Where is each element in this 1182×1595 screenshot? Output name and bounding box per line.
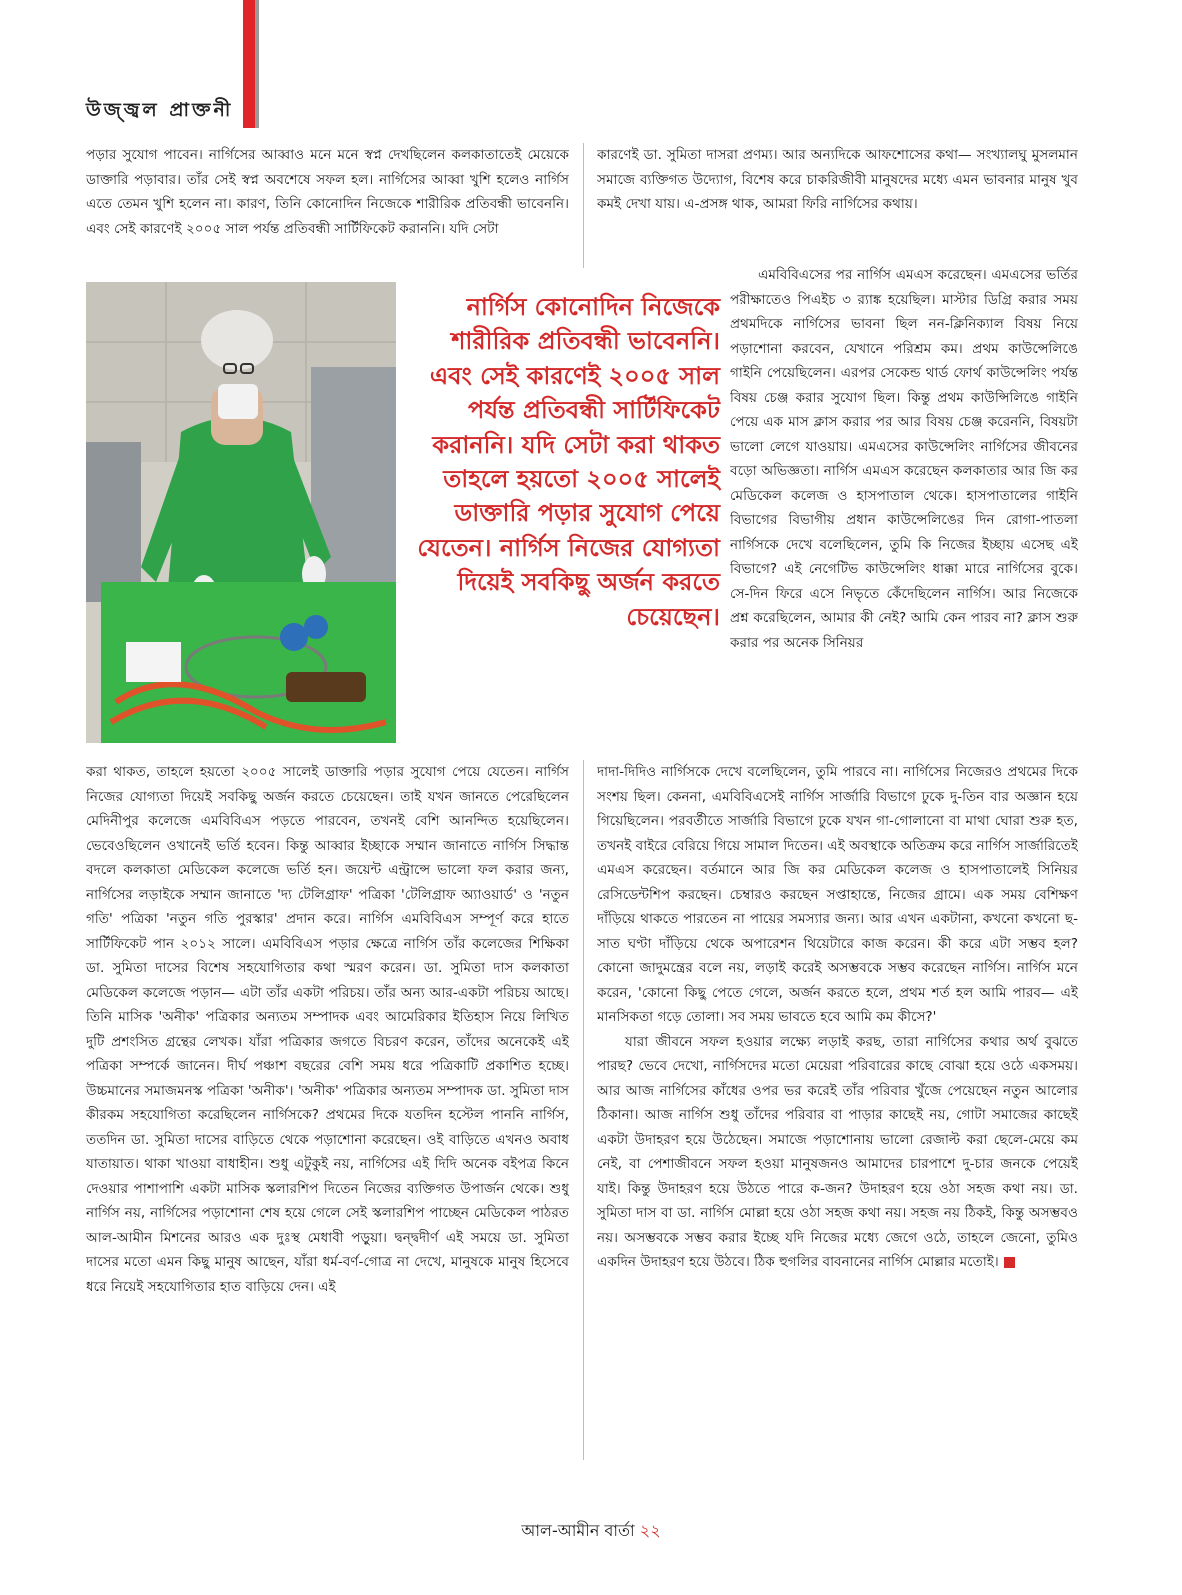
paragraph: করা থাকত, তাহলে হয়তো ২০০৫ সালেই ডাক্তারি পড়ার সুযোগ পেয়ে যেতেন। নার্গিস নিজের যোগ্যতা দিয়েই সবকিছু অর্জন করতে চেয়েছেন। তাই যখন জানতে পেরেছিলেন মেদিনীপুর কলেজে এমবিবিএস পড়তে পারবেন, তখনই বেশি আনন্দিত হয়েছিলেন। ভেবেওছিলেন ওখানেই ভর্তি হবেন। কিন্তু আব্বার ইচ্ছাকে সম্মান জানাতে নার্গিস সিদ্ধান্ত বদলে কলকাতা মেডিকেল কলেজে ভর্তি হন। জয়েন্ট এন্ট্রান্সে ভালো ফল করার জন্য, নার্গিসের লড়াইকে সম্মান জানাতে 'দ্য টেলিগ্রাফ' পত্রিকা 'টেলিগ্রাফ অ্যাওয়ার্ড' ও 'নতুন গতি' পত্রিকা 'নতুন গতি পুরস্কার' প্রদান করে। নার্গিস এমবিবিএস সম্পূর্ণ করে হাতে সার্টিফিকেট পান ২০১২ সালে। এমবিবিএস পড়ার ক্ষেত্রে নার্গিস তাঁর কলেজের শিক্ষিকা ডা. সুমিতা দাসের বিশেষ সহযোগিতার কথা স্মরণ করেন। ডা. সুমিতা দাস কলকাতা মেডিকেল কলেজে পড়ান— এটা তাঁর একটা পরিচয়। তাঁর অন্য আর-একটা পরিচয় আছে। তিনি মাসিক 'অনীক' পত্রিকার অন্যতম সম্পাদক এবং আমেরিকার ইতিহাস নিয়ে লিখিত দুটি প্রশংসিত গ্রন্থের লেখক। যাঁরা পত্রিকার জগতে বিচরণ করেন, তাঁদের অনেকেই এই পত্রিকা সম্পর্কে জানেন। দীর্ঘ পঞ্চাশ বছরের বেশি সময় ধরে পত্রিকাটি প্রকাশিত হচ্ছে। উচ্চমানের সমাজমনস্ক পত্রিকা 'অনীক'। 'অনীক' পত্রিকার অন্যতম সম্পাদক ডা. সুমিতা দাস কীরকম সহযোগিতা করেছিলেন নার্গিসকে? প্রথমের দিকে যতদিন হস্টেল পাননি নার্গিস, ততদিন ডা. সুমিতা দাসের বাড়িতে থেকে পড়াশোনা করেছেন। ওই বাড়িতে এখনও অবাধ যাতায়াত। থাকা খাওয়া বাধাহীন। শুধু এটুকুই নয়, নার্গিসের এই দিদি অনেক বইপত্র কিনে দেওয়ার পাশাপাশি একটা মাসিক স্কলারশিপ দিতেন নিজের ব্যক্তিগত উপার্জন থেকে। শুধু নার্গিস নয়, নার্গিসের পড়াশোনা শেষ হয়ে গেলে সেই স্কলারশিপ পাচ্ছেন মেডিকেল পাঠরত আল-আমীন মিশনের আরও এক দুঃস্থ মেধাবী পড়ুয়া। দ্বন্দ্বদীর্ণ এই সময়ে ডা. সুমিতা দাসের মতো এমন কিছু মানুষ আছেন, যাঁরা ধর্ম-বর্ণ-গোত্র না দেখে, মানুষকে মানুষ হিসেবে ধরে নিয়েই সহযোগিতার হাত বাড়িয়ে দেন। এই	[86, 764, 569, 1295]
column-4-bottom-left-text	[86, 760, 569, 1461]
column-5-bottom-right-text	[597, 760, 1078, 1461]
photo-illustration	[86, 282, 396, 743]
column-divider	[583, 143, 584, 268]
page-footer	[0, 1518, 1182, 1545]
column-3-right-text	[730, 263, 1078, 763]
column-2-top-text	[597, 143, 1078, 265]
header-grey-bar	[255, 0, 259, 128]
paragraph-text: যারা জীবনে সফল হওয়ার লক্ষ্যে লড়াই করছ, তারা নার্গিসের কথার অর্থ বুঝতে পারছ? ভেবে দেখো, নার্গিসদের মতো মেয়েরা পরিবারের কাছে বোঝা হয়ে ওঠে একসময়। আর আজ নার্গিসের কাঁধের ওপর ভর করেই তাঁর পরিবার খুঁজে পেয়েছেন নতুন আলোর ঠিকানা। আজ নার্গিস শুধু তাঁদের পরিবার বা পাড়ার কাছেই নয়, গোটা সমাজের কাছেই একটা উদাহরণ হয়ে উঠেছেন। সমাজে পড়াশোনায় ভালো রেজাল্ট করা ছেলে-মেয়ে কম নেই, বা পেশাজীবনে সফল হওয়া মানুষজনও আমাদের চারপাশে দু-চার জনকে পেয়েই যাই। কিন্তু উদাহরণ হয়ে উঠতে পারে ক-জন? উদাহরণ হয়ে ওঠা সহজ কথা নয়। ডা. সুমিতা দাস বা ডা. নার্গিস মোল্লা হয়ে ওঠা সহজ কথা নয়। সহজ নয় ঠিকই, কিন্তু অসম্ভবও নয়। অসম্ভবকে সম্ভব করার ইচ্ছে যদি নিজের মধ্যে জেগে ওঠে, তাহলে জেনো, তুমিও একদিন উদাহরণ হয়ে উঠবে। ঠিক হুগলির বাবনানের নার্গিস মোল্লার মতোই।	[597, 1033, 1078, 1270]
section-title: উজ্জ্বল প্রাক্তনী	[86, 99, 234, 121]
end-mark-icon	[1004, 1257, 1015, 1268]
paragraph: কারণেই ডা. সুমিতা দাসরা প্রণম্য। আর অন্যদিকে আফশোসের কথা— সংখ্যালঘু মুসলমান সমাজে ব্যক্তিগত উদ্যোগ, বিশেষ করে চাকরিজীবী মানুষদের মধ্যে এমন ভাবনার মানুষ খুব কমই দেখা যায়। এ-প্রসঙ্গ থাক, আমরা ফিরি নার্গিসের কথায়।	[597, 147, 1078, 212]
paragraph: এমবিবিএসের পর নার্গিস এমএস করেছেন। এমএসের ভর্তির পরীক্ষাতেও পিএইচ ৩ র‍্যাঙ্ক হয়েছিল। মাস্টার ডিগ্রি করার সময় প্রথমদিকে নার্গিসের ভাবনা ছিল নন-ক্লিনিক্যাল বিষয় নিয়ে পড়াশোনা করবেন, যেখানে পরিশ্রম কম। প্রথম কাউন্সেলিঙে গাইনি পেয়েছিলেন। এরপর সেকেন্ড থার্ড ফোর্থ কাউন্সেলিং পর্যন্ত বিষয় চেঞ্জ করার সুযোগ ছিল। কিন্তু প্রথম কাউন্সিলিঙে গাইনি পেয়ে এক মাস ক্লাস করার পর আর বিষয় চেঞ্জ করেননি, বিষয়টা ভালো লেগে যাওয়ায়। এমএসের কাউন্সেলিং নার্গিসের জীবনের বড়ো অভিজ্ঞতা। নার্গিস এমএস করেছেন কলকাতার আর জি কর মেডিকেল কলেজ ও হাসপাতাল থেকে। হাসপাতালের গাইনি বিভাগের বিভাগীয় প্রধান কাউন্সেলিঙের দিন রোগা-পাতলা নার্গিসকে দেখে বলেছিলেন, তুমি কি নিজের ইচ্ছায় এসেছ এই বিভাগে? এই নেগেটিভ কাউন্সেলিং ধাক্কা মারে নার্গিসের বুকে। সে-দিন ফিরে এসে নিভৃতে কেঁদেছিলেন নার্গিস। আর নিজেকে প্রশ্ন করেছিলেন, আমার কী নেই? আমি কেন পারব না? ক্লাস শুরু করার পর অনেক সিনিয়র	[730, 267, 1078, 651]
column-divider	[583, 760, 584, 1460]
paragraph	[597, 1030, 1078, 1275]
publication-name: আল-আমীন বার্তা	[521, 1521, 635, 1540]
header-red-bar	[243, 0, 255, 128]
page-number: ২২	[639, 1521, 661, 1540]
column-1-top-text	[86, 143, 569, 265]
doctor-photo	[86, 282, 396, 743]
pull-quote: নার্গিস কোনোদিন নিজেকে শারীরিক প্রতিবন্ধী ভাবেননি। এবং সেই কারণেই ২০০৫ সাল পর্যন্ত প্রতিবন্ধী সার্টিফিকেট করাননি। যদি সেটা করা থাকত তাহলে হয়তো ২০০৫ সালেই ডাক্তারি পড়ার সুযোগ পেয়ে যেতেন। নার্গিস নিজের যোগ্যতা দিয়েই সবকিছু অর্জন করতে চেয়েছেন।	[417, 293, 720, 631]
paragraph: দাদা-দিদিও নার্গিসকে দেখে বলেছিলেন, তুমি পারবে না। নার্গিসের নিজেরও প্রথমের দিকে সংশয় ছিল। কেননা, এমবিবিএসেই নার্গিস সার্জারি বিভাগে ঢুকে দু-তিন বার অজ্ঞান হয়ে গিয়েছিলেন। পরবর্তীতে সার্জারি বিভাগে ঢুকে যখন গা-গোলানো বা মাথা ঘোরা শুরু হত, তখনই বাইরে বেরিয়ে গিয়ে সামাল দিতেন। এই অবস্থাকে অতিক্রম করে নার্গিস সার্জারিতেই এমএস করেছেন। বর্তমানে আর জি কর মেডিকেল কলেজ ও হাসপাতালেই সিনিয়র রেসিডেন্টশিপ করছেন। চেম্বারও করছেন সপ্তাহান্তে, নিজের গ্রামে। এক সময় বেশিক্ষণ দাঁড়িয়ে থাকতে পারতেন না পায়ের সমস্যার জন্য। আর এখন একটানা, কখনো কখনো ছ-সাত ঘণ্টা দাঁড়িয়ে থেকে অপারেশন থিয়েটারে কাজ করেন। কী করে এটা সম্ভব হল? কোনো জাদুমন্ত্রের বলে নয়, লড়াই করেই অসম্ভবকে সম্ভব করেছেন নার্গিস। নার্গিস মনে করেন, 'কোনো কিছু পেতে গেলে, অর্জন করতে হলে, প্রথম শর্ত হল আমি পারব— এই মানসিকতা গড়ে তোলা। সব সময় ভাবতে হবে আমি কম কীসে?'	[597, 764, 1078, 1025]
paragraph: পড়ার সুযোগ পাবেন। নার্গিসের আব্বাও মনে মনে স্বপ্ন দেখছিলেন কলকাতাতেই মেয়েকে ডাক্তারি পড়াবার। তাঁর সেই স্বপ্ন অবশেষে সফল হল। নার্গিসের আব্বা খুশি হলেও নার্গিস এতে তেমন খুশি হলেন না। কারণ, তিনি কোনোদিন নিজেকে শারীরিক প্রতিবন্ধী ভাবেননি। এবং সেই কারণেই ২০০৫ সাল পর্যন্ত প্রতিবন্ধী সার্টিফিকেট করাননি। যদি সেটা	[86, 147, 569, 237]
